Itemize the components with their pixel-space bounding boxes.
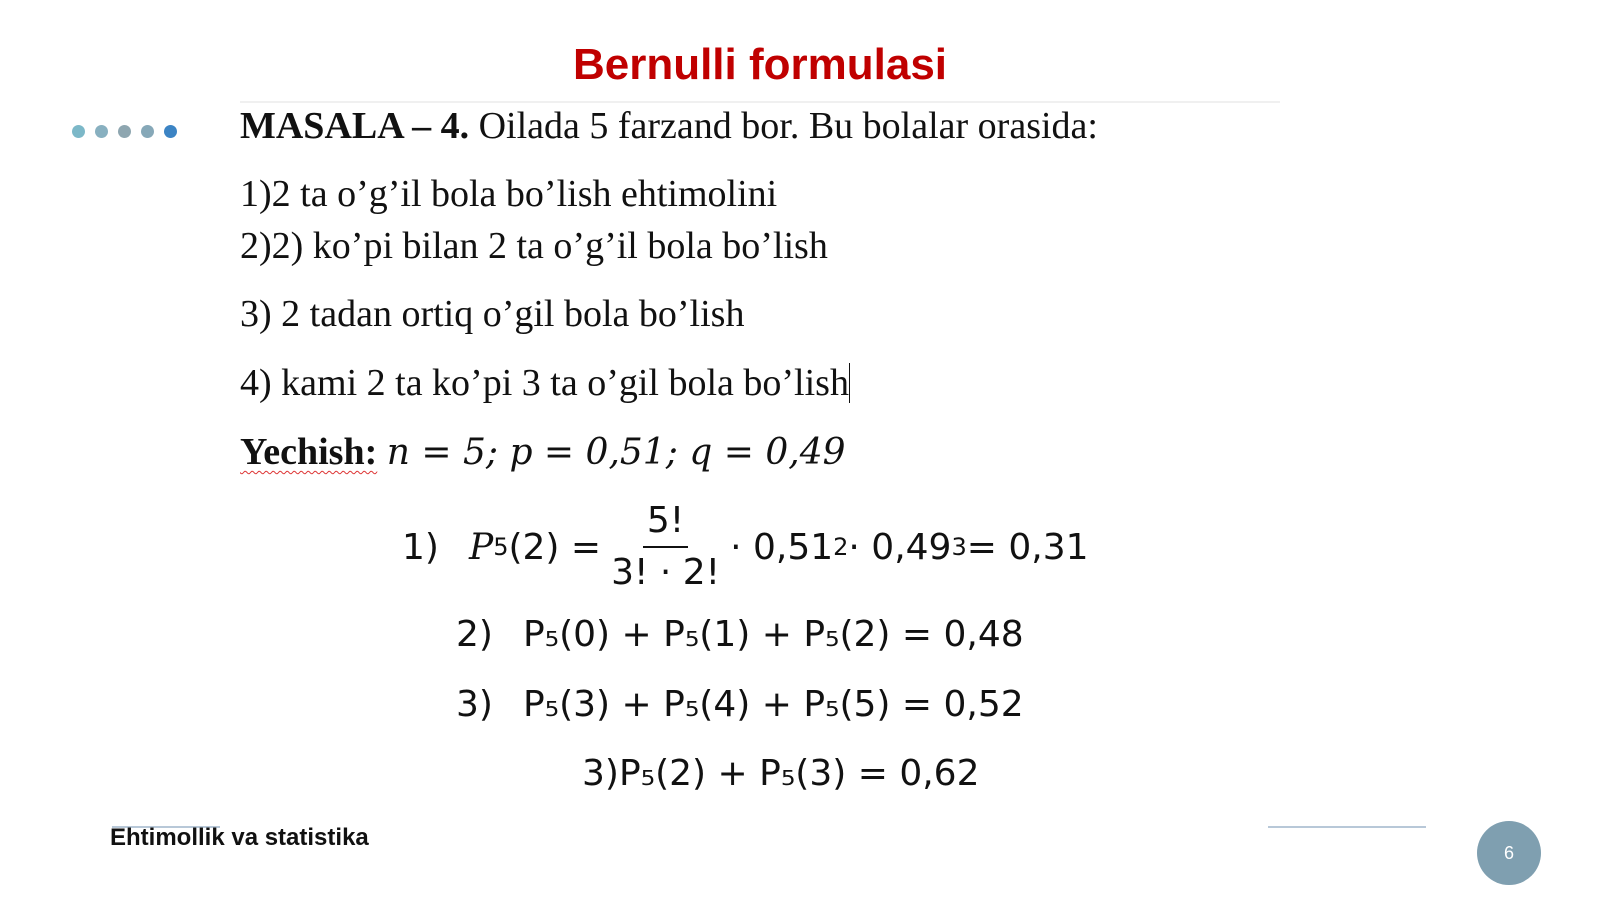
page-number-badge: 6: [1477, 821, 1541, 885]
bullet-dot-3: [118, 125, 131, 138]
bullet-dot-1: [72, 125, 85, 138]
eq1-sub: 5: [493, 533, 509, 561]
equation-4: [582, 753, 979, 794]
bullet-dot-2: [95, 125, 108, 138]
solution-label: Yechish:: [240, 431, 378, 473]
problem-heading: MASALA – 4.: [240, 105, 470, 147]
eq1-exp2: 3: [951, 533, 967, 561]
footer-rule-right: [1268, 826, 1426, 828]
text-cursor: [849, 363, 850, 403]
eq1-rest1: · 0,51: [730, 526, 834, 568]
eq1-arg: (2) =: [508, 526, 602, 568]
given-values: n = 5; p = 0,51; q = 0,49: [386, 432, 846, 473]
eq1-exp1: 2: [833, 533, 849, 561]
problem-intro: Oilada 5 farzand bor. Bu bolalar orasida:: [469, 105, 1098, 147]
slide-title: Bernulli formulasi: [572, 40, 948, 89]
eq3-text: P₅(3) + P₅(4) + P₅(5) = 0,52: [522, 684, 1024, 725]
bullet-dot-4: [141, 125, 154, 138]
footer-course-title: Ehtimollik va statistika: [110, 824, 369, 851]
problem-statement: [240, 104, 1098, 148]
eq4-text: P₅(2) + P₅(3) = 0,62: [618, 753, 980, 794]
eq1-number: 1): [402, 526, 439, 568]
eq2-text: P₅(0) + P₅(1) + P₅(2) = 0,48: [522, 614, 1024, 655]
problem-item-3: 3) 2 tadan ortiq o’gil bola bo’lish: [240, 293, 745, 335]
problem-item-4-text: 4) kami 2 ta ko’pi 3 ta o’gil bola bo’lish: [240, 362, 849, 404]
eq1-rest2: · 0,49: [848, 526, 952, 568]
equation-3: [456, 684, 1024, 725]
eq2-number: 2): [456, 614, 493, 655]
title-divider: [240, 101, 1280, 103]
bullet-dot-5: [164, 125, 177, 138]
problem-item-1: 1)2 ta o’g’il bola bo’lish ehtimolini: [240, 173, 778, 215]
problem-item-2: 2)2) ko’pi bilan 2 ta o’g’il bola bo’lish: [240, 225, 828, 267]
eq1-frac-num: 5!: [643, 496, 688, 548]
eq1-frac-den: 3! · 2!: [611, 552, 721, 593]
equation-1: [402, 496, 1089, 598]
eq1-p: P: [468, 526, 494, 568]
bullet-dots: [72, 125, 177, 138]
eq1-result: = 0,31: [966, 526, 1089, 568]
eq1-fraction: [611, 496, 720, 598]
problem-item-4: [240, 361, 850, 405]
solution-line: [240, 430, 846, 474]
eq4-number: 3): [582, 753, 619, 794]
eq3-number: 3): [456, 684, 493, 725]
equation-2: [456, 614, 1024, 655]
